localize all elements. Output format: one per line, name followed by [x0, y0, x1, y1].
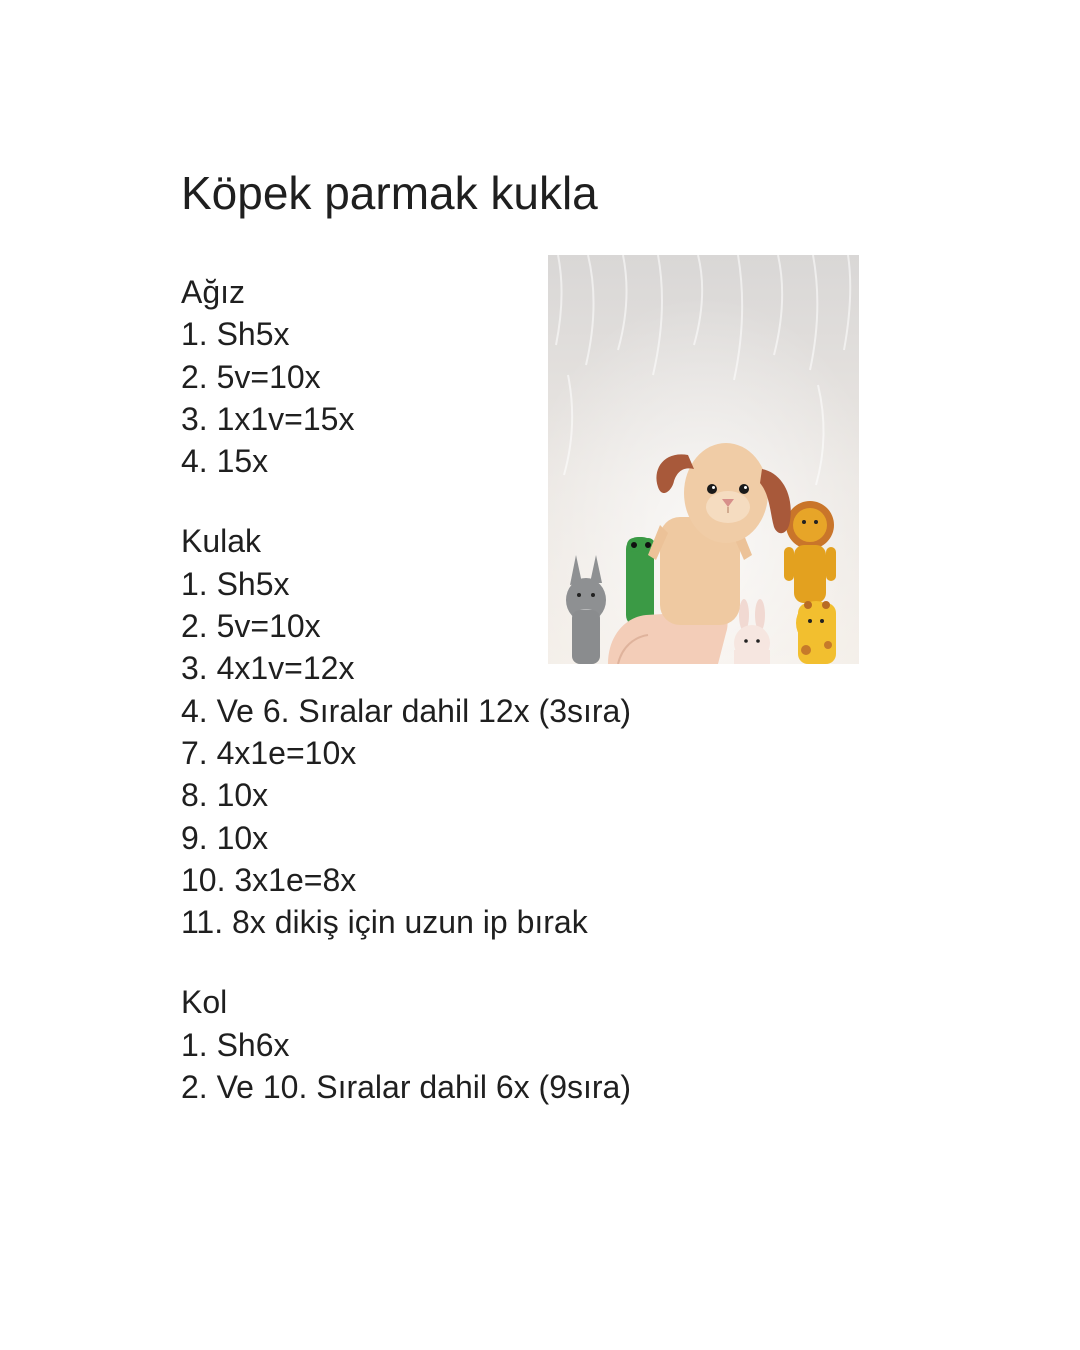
section-heading: Kol — [181, 984, 228, 1021]
giraffe-puppet — [796, 601, 836, 664]
pattern-row: 4. 15x — [181, 443, 269, 480]
pattern-row: 3. 4x1v=12x — [181, 650, 355, 687]
pattern-row: 3. 1x1v=15x — [181, 400, 355, 437]
pattern-row: 10. 3x1e=8x — [181, 861, 357, 898]
pattern-row: 1. Sh5x — [181, 565, 290, 602]
pattern-row: 7. 4x1e=10x — [181, 734, 357, 771]
puppet-photo-illustration — [548, 255, 859, 664]
section-heading: Ağız — [181, 274, 246, 310]
pattern-row: 8. 10x — [181, 777, 269, 814]
pattern-row: 9. 10x — [181, 819, 269, 856]
section-heading: Kulak — [181, 523, 262, 560]
pattern-row: 2. 5v=10x — [181, 608, 321, 645]
pattern-row: 4. Ve 6. Sıralar dahil 12x (3sıra) — [181, 692, 631, 729]
pattern-row: 2. 5v=10x — [181, 358, 321, 395]
section-kol — [181, 981, 881, 1108]
pattern-row: 1. Sh6x — [181, 1026, 290, 1063]
puppet-photo — [548, 255, 859, 664]
page-title: Köpek parmak kukla — [181, 167, 598, 219]
pattern-row: 2. Ve 10. Sıralar dahil 6x (9sıra) — [181, 1069, 631, 1106]
pattern-row: 1. Sh5x — [181, 316, 290, 353]
pattern-row: 11. 8x dikiş için uzun ip bırak — [181, 904, 588, 941]
